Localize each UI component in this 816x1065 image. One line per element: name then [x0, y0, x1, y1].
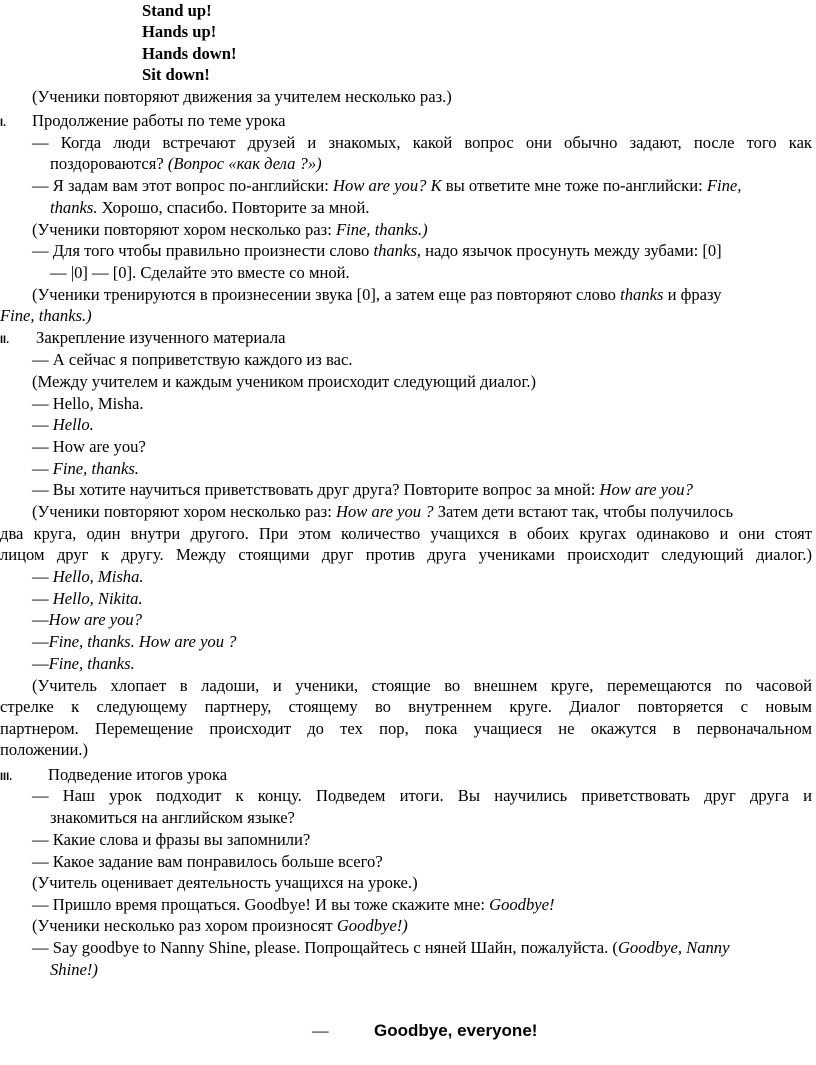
s3-summary-line1: — Наш урок подходит к концу. Подведем итоги. Вы научились приветствовать друг друга и — [32, 786, 812, 805]
s3-words-question: — Какие слова и фразы вы запомнили? — [32, 830, 311, 849]
section-2-title: Закрепление изученного материала — [36, 328, 286, 347]
s1-pronounce-line2: — |0] — [0]. Сделайте это вместе со мной. — [50, 263, 350, 282]
s2-dialog-4: —Fine, thanks. How are you ? — [32, 632, 237, 651]
s2-rotation-line2: стрелке к следующему партнеру, стоящему во внутреннем круге. Диалог повторяется с новым — [0, 697, 812, 716]
s2-circles-line1: (Ученики повторяют хором несколько раз: How are you ? Затем дети встают так, чтобы получилось — [32, 502, 734, 521]
s2-how-are-you: — How are you? — [32, 437, 146, 456]
s2-fine-thanks: — Fine, thanks. — [32, 459, 139, 478]
s3-task-question: — Какое задание вам понравилось больше всего? — [32, 852, 383, 871]
section-1-number: I. — [0, 117, 7, 129]
final-goodbye: Goodbye, everyone! — [374, 1021, 538, 1040]
s2-learn-greet: — Вы хотите научиться приветствовать друг друга? Повторите вопрос за мной: How are you? — [32, 480, 693, 499]
s3-chorus-goodbye: (Ученики несколько раз хором произносят Goodbye!) — [32, 916, 408, 935]
s2-dialog-note: (Между учителем и каждым учеником происходит следующий диалог.) — [32, 372, 537, 391]
s1-question-line2: поздороваются? (Вопрос «как дела ?») — [50, 154, 322, 173]
s2-rotation-line1: (Учитель хлопает в ладоши, и ученики, стоящие во внешнем круге, перемещаются по часовой — [32, 676, 812, 695]
command-hands-down: Hands down! — [142, 44, 237, 63]
s3-nanny-line1: — Say goodbye to Nanny Shine, please. Попрощайтесь с няней Шайн, пожалуйста. (Goodbye, Nanny — [32, 938, 730, 957]
s2-dialog-1: — Hello, Misha. — [32, 567, 144, 586]
s2-rotation-line4: положении.) — [0, 740, 89, 759]
s1-pronounce-line1: — Для того чтобы правильно произнести слово thanks, надо язычок просунуть между зубами: [0] — [32, 241, 722, 260]
section-2-number: II. — [0, 334, 10, 346]
section-1-title: Продолжение работы по теме урока — [32, 111, 286, 130]
section-3-title: Подведение итогов урока — [48, 765, 228, 784]
s2-rotation-line3: партнером. Перемещение происходит до тех пор, пока учащиеся не окажутся в первоначальном — [0, 719, 812, 738]
s3-nanny-line2: Shine!) — [50, 960, 98, 979]
s2-greeting: — А сейчас я поприветствую каждого из вас. — [32, 350, 353, 369]
s2-circles-line3: лицом друг к другу. Между стоящими друг против друга учениками происходит следующий диалог.) — [0, 545, 812, 564]
s2-hello: — Hello. — [32, 415, 94, 434]
s2-hello-misha: — Hello, Misha. — [32, 394, 144, 413]
command-sit-down: Sit down! — [142, 65, 210, 84]
s1-english-line1: — Я задам вам этот вопрос по-английски: How are you? К вы ответите мне тоже по-английски: Fine, — [32, 176, 742, 195]
s2-dialog-2: — Hello, Nikita. — [32, 589, 143, 608]
s2-dialog-3: —How are you? — [32, 610, 142, 629]
final-dash: — — [312, 1021, 329, 1040]
s1-english-line2: thanks. Хорошо, спасибо. Повторите за мной. — [50, 198, 370, 217]
s1-question-line1: — Когда люди встречают друзей и знакомых, какой вопрос они обычно задают, после того как — [32, 133, 812, 152]
section-3-number: III. — [0, 771, 13, 783]
command-stand-up: Stand up! — [142, 1, 212, 20]
s1-training-note-line1: (Ученики тренируются в произнесении звука [0], а затем еще раз повторяют слово thanks и фразу — [32, 285, 722, 304]
s2-dialog-5: —Fine, thanks. — [32, 654, 135, 673]
s3-goodbye-time: — Пришло время прощаться. Goodbye! И вы тоже скажите мне: Goodbye! — [32, 895, 555, 914]
note-repeat-movements: (Ученики повторяют движения за учителем несколько раз.) — [32, 87, 452, 106]
s1-training-note-line2: Fine, thanks.) — [0, 306, 92, 325]
command-hands-up: Hands up! — [142, 22, 217, 41]
s3-teacher-note: (Учитель оценивает деятельность учащихся на уроке.) — [32, 873, 418, 892]
s2-circles-line2: два круга, один внутри другого. При этом количество учащихся в обоих кругах одинаково и они стоят — [0, 524, 812, 543]
s1-chorus-note: (Ученики повторяют хором несколько раз: Fine, thanks.) — [32, 220, 428, 239]
s3-summary-line2: знакомиться на английском языке? — [50, 808, 295, 827]
